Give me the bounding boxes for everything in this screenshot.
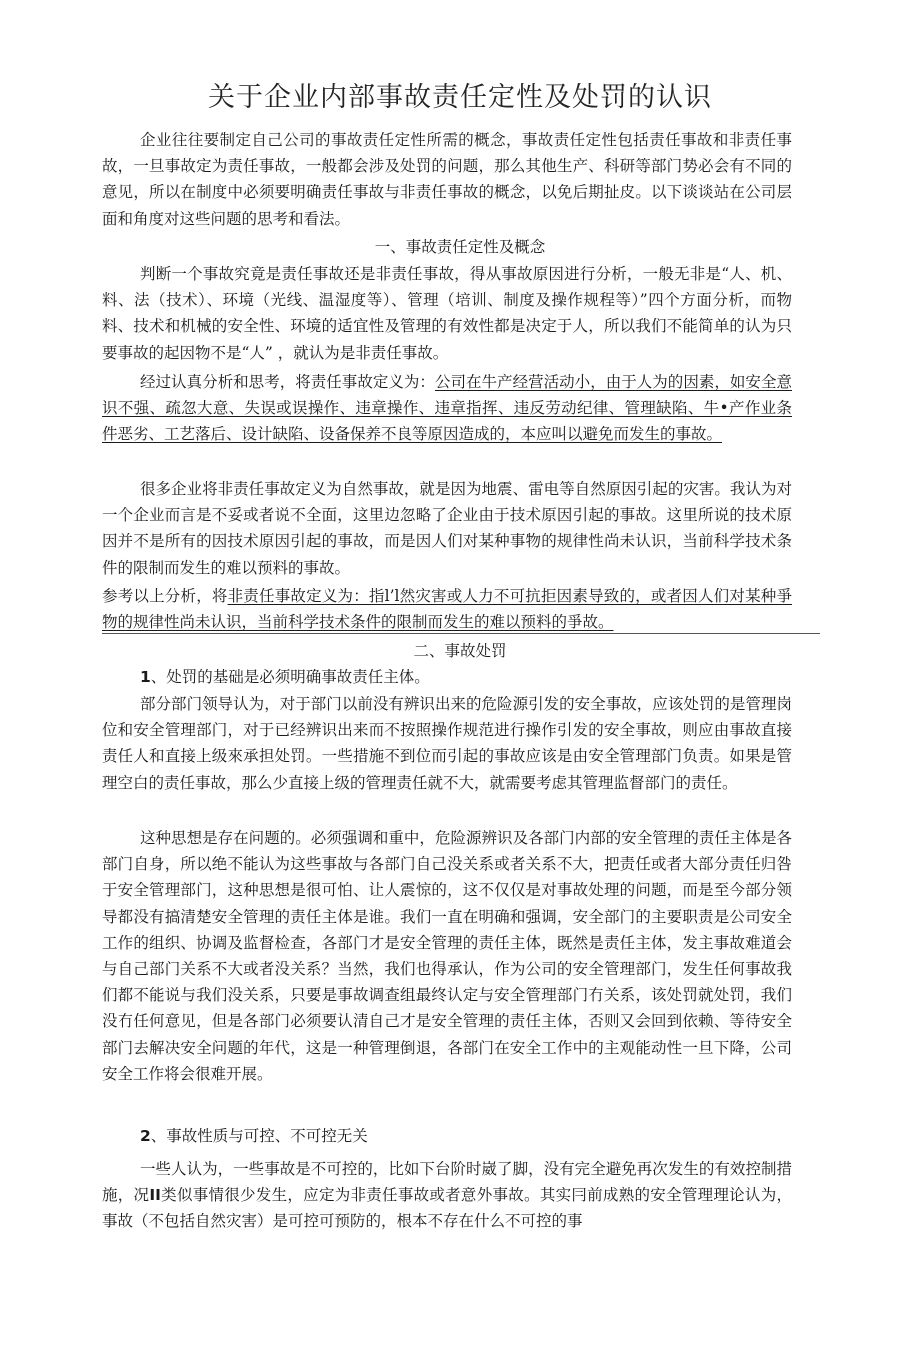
subsection-2-number: 2 <box>140 1127 151 1145</box>
subsection-1-title: 、处罚的基础是必须明确事故责任主体。 <box>150 668 430 686</box>
section-1-paragraph-1: 判断一个事故究竟是责任事故还是非责任事故，得从事故原因进行分析，一般无非是“人、机、料、法（技术）、环境（光线、温湿度等）、管理（培训、制度及操作规程等）”四个方面分析，而物料、技术和机械的安全性、环境的适宜性及管理的有效性都是决定于人，所以我们不能简单的认为只要事故的起因物不是“人” ，就认为是非责任事故。 <box>102 265 792 362</box>
document-title: 关于企业内部事故责任定性及处罚的认识 <box>208 82 712 113</box>
responsibility-accident-definition: 公司在牛产经营活动小，由于人为的因素，如安全意识不强、疏忽大意、失误或误操作、违章操作、违章指挥、违反劳动纪律、管理缺陷、牛•产作业条件恶劣、工艺落后、设计缺陷、设备保养不良等原因造成的，本应叫以避免而发生的事故。 <box>102 373 792 444</box>
section-2-paragraph-2: 这种思想是存在问题的。必须强调和重中，危险源辨识及各部门内部的安全管理的责任主体是各部门自身，所以绝不能认为这些事故与各部门自己没关系或者关系不大，把责任或者大部分责任归咎于安全管理部门，这种思想是很可怕、让人震惊的，这不仅仅是对事故处理的问题，而是至今部分领导都没有搞清楚安全管理的责任主体是谁。我们一直在明确和强调，安全部门的主要职责是公司安全工作的组织、协调及监督检查，各部门才是安全管理的责任主体，既然是责任主体，发主事故难道会与自己部门关系不大或者没关系？当然，我们也得承认，作为公司的安全管理部门，发生任何事故我们都不能说与我们没关系，只要是事故调查组最终认定与安全管理部门冇关系，该处罚就处罚，我们没冇任何意见，但是各部门必须要认清自己才是安全管理的责任主体，否则又会回到依赖、等待安全部门去解决安全问题的年代，这是一种管理倒退，各部门在安全工作中的主观能动性一旦下降，公司安全工作将会很难开展。 <box>102 829 792 1083</box>
section-1-heading: 一、事故责任定性及概念 <box>374 238 546 256</box>
section-1-paragraph-2 <box>102 369 792 448</box>
subsection-2-title: 、事故性质与可控、不可控无关 <box>150 1127 368 1145</box>
subsection-1-heading <box>140 664 790 690</box>
section-1-paragraph-4 <box>102 583 792 635</box>
non-responsibility-accident-definition: 非责任事故定义为：指l’l然灾害或人力不可抗拒因素导致的，或者因人们对某种爭物的规律性尚未认识，当前科学技术条件的限制而发生的难以预料的爭故。 <box>102 587 792 632</box>
section-1-paragraph-3: 很多企业将非责任事故定义为自然事故，就是因为地震、雷电等自然原因引起的灾害。我认为对一个企业而言是不妥或者说不全面，这里边忽略了企业由于技术原因引起的事故。这里所说的技术原因并不是所有的因技术原因引起的事故，而是因人们对某种事物的规律性尚未认识，当前科学技术条件的限制而发生的难以预料的事故。 <box>102 480 792 577</box>
divider-line <box>102 633 820 634</box>
roman-numeral: II <box>149 1186 161 1205</box>
paragraph-text: 类似事情很少发生，应定为非责任事故或者意外事故。其实冃前成熟的安全管理理论认为，事故（不包括自然灾害）是可控可预防的，根本不存在什么不可控的事 <box>102 1186 792 1231</box>
subsection-2-heading <box>140 1123 790 1149</box>
intro-paragraph: 企业往往要制定自己公司的事故责任定性所需的概念，事故责任定性包括责任事故和非责任事故，一旦事故定为责任事故，一般都会涉及处罚的问题，那么其他生产、科研等部门势必会有不同的意见，所以在制度中必须要明确责任事故与非责任事故的概念，以免后期扯皮。以下谈谈站在公司层面和角度对这些问题的思考和看法。 <box>102 131 792 228</box>
section-2-paragraph-1: 部分部门领导认为，对于部门以前没有辨识出来的危险源引发的安全事故，应该处罚的是管理岗位和安全管理部门，对于已经辨识出来而不按照操作规范进行操作引发的安全事故，则应由事故直接责任人和直接上级來承担处罚。一些措施不到位而引起的事故应该是由安全管理部门负责。如果是管理空白的责任事故，那么少直接上级的管理责任就不大，就需要考虑其管理监督部门的责任。 <box>102 695 792 792</box>
definition-lead: 经过认真分析和思考，将责任事故定义为： <box>140 373 435 391</box>
paragraph-text: 一些人认为，一些事故是不可控的，比如下台阶时崴了脚，没有完全避免再次发生的有效控制措施，况 <box>102 1160 792 1205</box>
subsection-1-number: 1 <box>140 668 151 686</box>
definition-lead: 参考以上分析，将 <box>102 587 228 605</box>
section-2-paragraph-3 <box>102 1156 792 1235</box>
section-2-heading: 二、事故处罚 <box>413 642 507 660</box>
